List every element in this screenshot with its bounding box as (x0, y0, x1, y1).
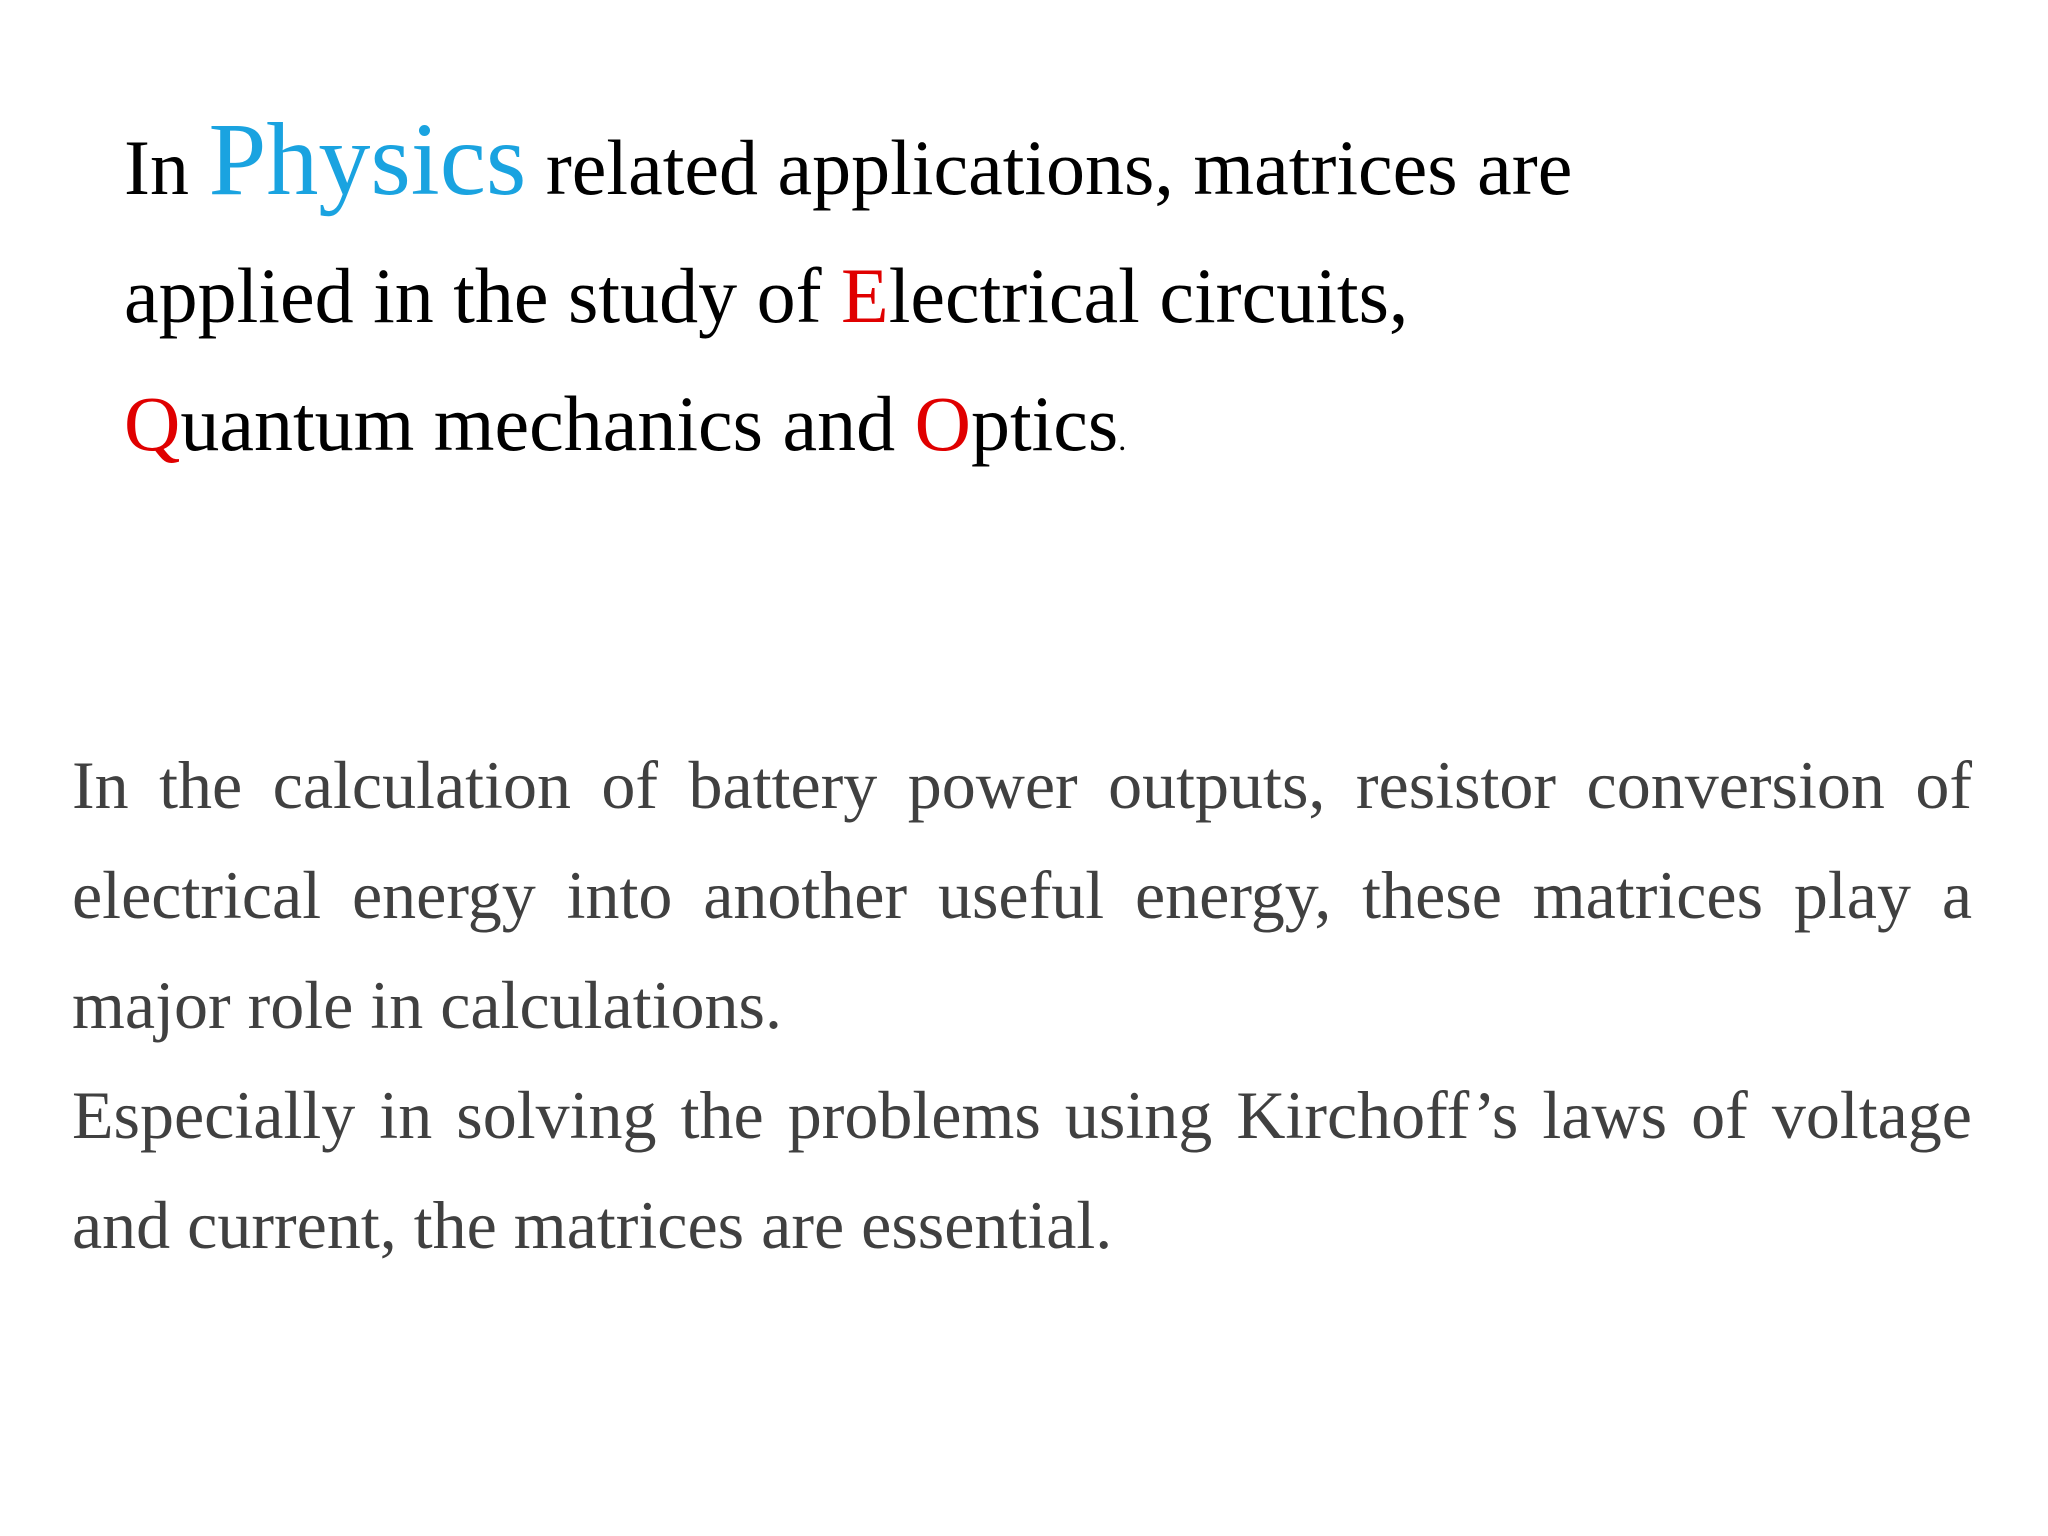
intro-line-2-suffix: lectrical circuits, (888, 252, 1409, 339)
intro-line-1-prefix: In (124, 124, 209, 211)
electrical-initial-highlight: E (841, 252, 889, 339)
optics-initial-highlight: O (914, 380, 971, 467)
body-paragraph-1: In the calculation of battery power outputs, resistor conversion of electrical energy into another useful energy, these matrices play a major role in calculations. (72, 747, 1972, 1043)
intro-line-3-period: . (1118, 421, 1127, 457)
quantum-initial-highlight: Q (124, 380, 181, 467)
intro-line-1-suffix: related applications, matrices are (526, 124, 1573, 211)
body-paragraph-2: Especially in solving the problems using Kirchoff’s laws of voltage and current, the matrices are essential. (72, 1077, 1972, 1263)
intro-line-2-prefix: applied in the study of (124, 252, 842, 339)
physics-highlight: Physics (208, 102, 527, 217)
body-text (72, 730, 1972, 1280)
intro-text (124, 96, 1944, 503)
intro-line-1 (124, 96, 1944, 232)
intro-line-3-middle: uantum mechanics and (180, 380, 915, 467)
intro-line-3 (124, 360, 1944, 503)
intro-line-3-suffix: ptics (970, 380, 1119, 467)
intro-line-2 (124, 232, 1944, 360)
